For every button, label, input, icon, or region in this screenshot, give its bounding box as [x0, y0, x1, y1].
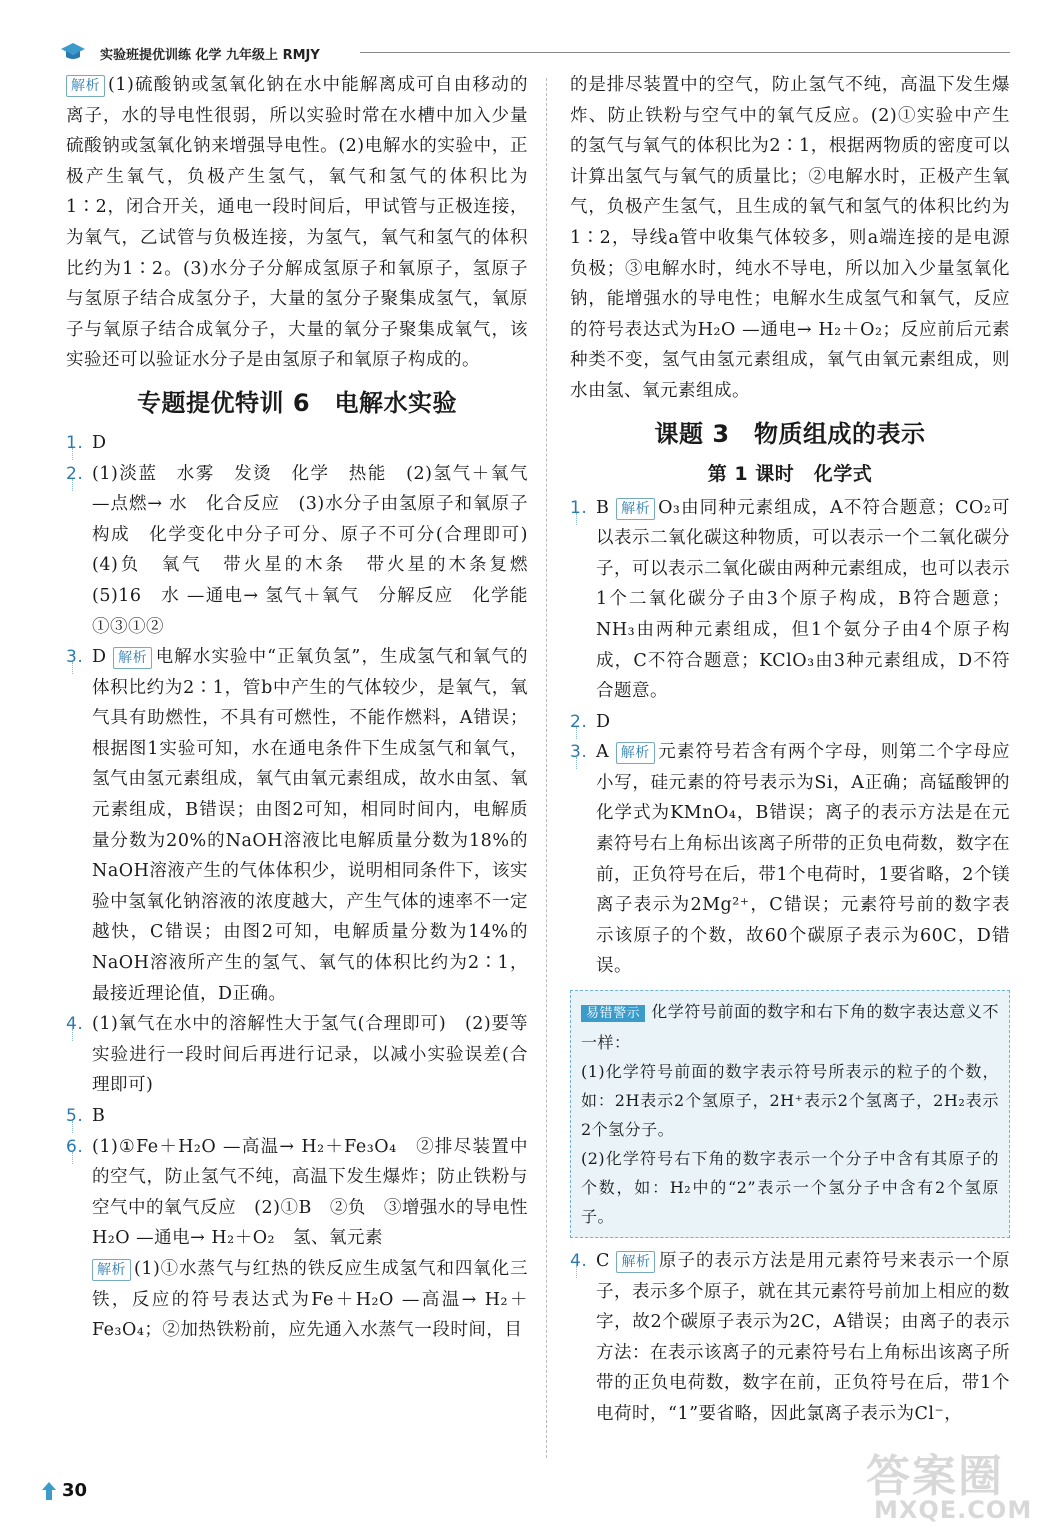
item-text: B [596, 497, 610, 518]
watermark-url: MXQE.COM [874, 1496, 1033, 1524]
header-title: 实验班提优训练 化学 九年级上 RMJY [100, 48, 320, 63]
page-number [44, 1480, 87, 1501]
answer-item [570, 493, 1010, 707]
item-number: 4. [66, 1009, 83, 1040]
item-number: 2. [570, 707, 587, 738]
page-number-text: 30 [62, 1480, 88, 1501]
answer-item [66, 459, 546, 643]
item-analysis: 原子的表示方法是用元素符号来表示一个原子，表示多个原子，就在其元素符号前加上相应的数字，故2个碳原子表示为2C，A错误；由离子的表示方法：在表示该离子的元素符号右上角标出该离子所带的正负电荷数，数字在前，正负符号在后，带1个电荷时，“1”要省略，因此氯离子表示为Cl⁻， [596, 1251, 1010, 1424]
item-text: (1)①Fe＋H₂O —高温→ H₂＋Fe₃O₄ ②排尽装置中的空气，防止氢气不纯，高温下发生爆炸；防止铁粉与空气中的氧气反应 (2)①B ②负 ③增强水的导电性 H₂O —通电→ H₂＋O₂ 氢、氧元素 [92, 1136, 546, 1249]
item-number: 6. [66, 1132, 83, 1163]
warning-point-2: (2)化学符号右下角的数字表示一个分子中含有其原子的个数，如：H₂中的“2”表示一个氢分子中含有2个氢原子。 [581, 1149, 999, 1227]
watermark-logo [866, 1440, 1033, 1530]
warning-lead: 化学符号前面的数字和右下角的数字表达意义不一样： [581, 1002, 999, 1053]
item-number: 1. [66, 428, 83, 459]
header-rule [360, 52, 1010, 53]
item-text: B [92, 1106, 106, 1126]
section-title: 专题提优特训 6 电解水实验 [136, 388, 458, 417]
intro-analysis: 解析 (1)硫酸钠或氢氧化钠在水中能解离成可自由移动的离子，水的导电性很弱，所以实验时常在水槽中加入少量硫酸钠或氢氧化钠来增强导电性。(2)电解水的实验中，正极产生氧气，负极产生氢气，氧气和氢气的体积比为1∶2，闭合开关，通电一段时间后，甲试管与正极连接，为氧气，乙试管与负极连接，为氢气，氧气和氢气的体积比约为1∶2。(3)水分子分解成氢原子和氧原子，氢原子与氢原子结合成氢分子，大量的氢分子聚集成氢气，氧原子与氧原子结合成氧分子，大量的氧分子聚集成氧气，该实验还可以验证水分子是由氢原子和氧原子构成的。 [66, 75, 528, 371]
answer-item [570, 707, 1010, 738]
warning-tag: 易错警示 [581, 1005, 645, 1022]
item-analysis: 元素符号若含有两个字母，则第二个字母应小写，硅元素的符号表示为Si，A正确；高锰酸钾的化学式为KMnO₄，B错误；离子的表示方法是在元素符号右上角标出该离子所带的正负电荷数，数字在前，正负符号在后，带1个电荷时，1要省略，2个镁离子表示为2Mg²⁺，C错误；元素符号前的数字表示该原子的个数，故60个碳原子表示为60C，D错误。 [596, 742, 1010, 977]
item-number: 4. [570, 1246, 587, 1277]
answer-item [570, 1246, 1010, 1430]
page-header [60, 38, 1010, 66]
item-text: (1)淡蓝 水雾 发烫 化学 热能 (2)氢气＋氧气 —点燃→ 水 化合反应 (3)水分子由氢原子和氧原子构成 化学变化中分子可分、原子不可分(合理即可) (4)负 氧气 带火星的木条 带火星的木条复燃 (5)16 水 —通电→ 氢气＋氧气 分解反应 化学能 ①③①② [92, 463, 546, 637]
item-number: 5. [66, 1101, 83, 1132]
analysis-tag: 解析 [66, 75, 105, 97]
analysis-tag: 解析 [92, 1259, 131, 1281]
left-column [66, 70, 546, 1346]
answer-item [570, 737, 1010, 982]
warning-box [570, 990, 1010, 1238]
right-column [570, 70, 1010, 1430]
warning-point-1: (1)化学符号前面的数字表示符号所表示的粒子的个数，如：2H表示2个氢原子，2H⁺表示2个氢离子，2H₂表示2个氢分子。 [581, 1062, 999, 1140]
answer-item [66, 1101, 528, 1132]
item-text: (1)氧气在水中的溶解性大于氢气(合理即可) (2)要等实验进行一段时间后再进行记录，以减小实验误差(合理即可) [92, 1014, 528, 1096]
watermark-text: 答案圈 [866, 1451, 1004, 1502]
lesson-title: 课题 3 物质组成的表示 [654, 419, 926, 448]
up-arrow-icon [42, 1482, 56, 1500]
analysis-tag: 解析 [616, 498, 655, 520]
item-text: D [596, 711, 611, 732]
item-text: D [92, 432, 107, 453]
period-title: 第 1 课时 化学式 [707, 462, 873, 485]
graduation-cap-icon [60, 42, 86, 62]
analysis-tag: 解析 [113, 647, 152, 669]
answer-item [66, 428, 528, 459]
answer-item [66, 642, 528, 1009]
analysis-tag: 解析 [616, 1251, 655, 1273]
item-number: 3. [66, 642, 83, 673]
item-number: 2. [66, 459, 83, 490]
item-number: 1. [570, 493, 587, 524]
item-text: D [92, 647, 107, 668]
item-analysis: 电解水实验中“正氧负氢”，生成氢气和氧气的体积比约为2∶1，管b中产生的气体较少，是氧气，氧气具有助燃性，不具有可燃性，不能作燃料，A错误；根据图1实验可知，水在通电条件下生成氢气和氧气，氢气由氢元素组成，氧气由氧元素组成，故水由氢、氧元素组成，B错误；由图2可知，相同时间内，电解质量分数为20%的NaOH溶液比电解质量分数为18%的NaOH溶液产生的气体体积少，说明相同条件下，该实验中氢氧化钠溶液的浓度越大，产生气体的速率不一定越快，C错误；由图2可知，电解质量分数为14%的NaOH溶液所产生的氢气、氧气的体积比约为2∶1，最接近理论值，D正确。 [92, 647, 528, 1004]
item-text: C [596, 1251, 610, 1272]
item-analysis: O₃由同种元素组成，A不符合题意；CO₂可以表示二氧化碳这种物质，可以表示一个二氧化碳分子，可以表示二氧化碳由两种元素组成，也可以表示1个二氧化碳分子由3个原子构成，B符合题意；NH₃由两种元素组成，但1个氨分子由4个原子构成，C不符合题意；KClO₃由3种元素组成，D不符合题意。 [596, 497, 1010, 702]
continued-analysis: 的是排尽装置中的空气，防止氢气不纯，高温下发生爆炸、防止铁粉与空气中的氧气反应。(2)①实验中产生的氢气与氧气的体积比为2∶1，根据两物质的密度可以计算出氢气与氧气的质量比；②电解水时，正极产生氧气，负极产生氢气，且生成的氧气和氢气的体积比约为1∶2，导线a管中收集气体较多，则a端连接的是电源负极；③电解水时，纯水不导电，所以加入少量氢氧化钠，能增强水的导电性；电解水生成氢气和氧气，反应的符号表达式为H₂O —通电→ H₂＋O₂；反应前后元素种类不变，氢气由氢元素组成，氧气由氧元素组成，则水由氢、氧元素组成。 [570, 75, 1010, 401]
item-analysis: (1)①水蒸气与红热的铁反应生成氢气和四氧化三铁，反应的符号表达式为Fe＋H₂O —高温→ H₂＋Fe₃O₄；②加热铁粉前，应先通入水蒸气一段时间，目 [92, 1258, 528, 1341]
analysis-tag: 解析 [616, 742, 655, 764]
item-number: 3. [570, 737, 587, 768]
answer-item [66, 1132, 546, 1346]
answer-item [66, 1009, 528, 1101]
column-divider [546, 78, 547, 1458]
item-text: A [596, 742, 610, 763]
